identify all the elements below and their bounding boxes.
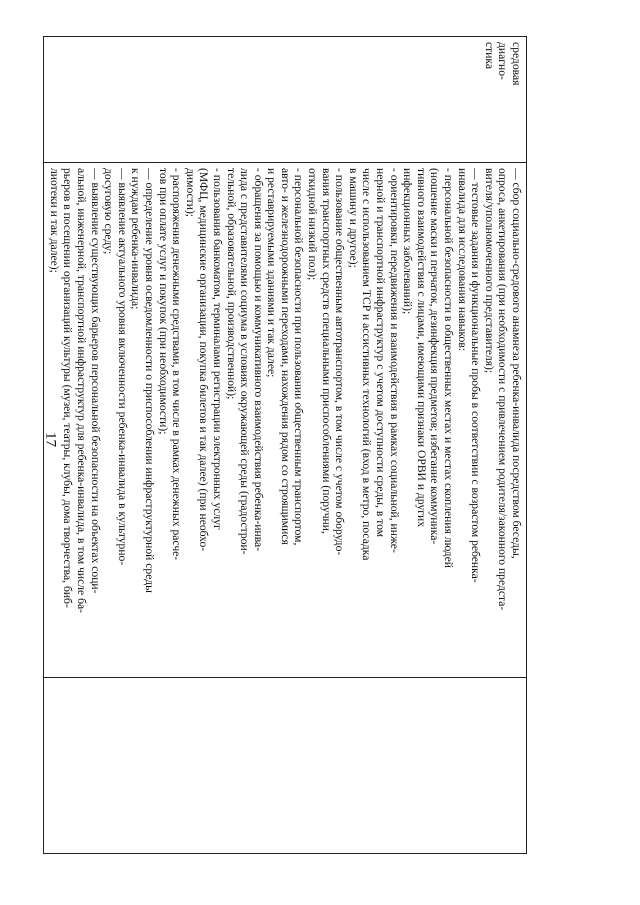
content-line: димости);: [183, 168, 197, 218]
content-lines: [47, 168, 523, 672]
content-line: — выявление существующих барьеров персональной безопасности на объектах соци-: [88, 168, 102, 594]
row-label: средовая диагно-стика: [482, 42, 523, 86]
content-line: (МФЦ, медицинские организации, покупка билетов и так далее) (при необхо-: [197, 168, 211, 552]
content-line: — сбор социально-средового анамнеза ребенка-инвалида посредством беседы,: [510, 168, 523, 559]
content-line: к нуждам ребенка-инвалида;: [129, 168, 143, 310]
content-line: лиотеки и так далее);: [47, 168, 61, 273]
content-line: — выявление актуального уровня включенности ребенка-инвалида в культурно-: [115, 168, 129, 566]
content-table: [43, 36, 527, 854]
content-line: - пользование общественным автотранспортом, в том числе с учетом оборудо-: [333, 168, 347, 556]
page-number: 17: [42, 432, 59, 447]
content-cell: [44, 163, 527, 678]
content-line: - персональной безопасности при пользовании общественным транспортом,: [292, 168, 306, 546]
content-line: в машину и другое);: [346, 168, 360, 268]
content-line: авто- и железнодорожными переходами, нахождения рядом со строящимися: [278, 168, 292, 545]
content-line: — тестовые задания и функциональные пробы в соответствии с возрастом ребенка-: [469, 168, 483, 583]
content-line: откидной низкий пол);: [306, 168, 320, 281]
content-line: (ношение маски и перчаток, дезинфекция предметов; избегание коммуника-: [428, 168, 442, 545]
content-line: рьеров в посещении организаций культуры (музеи, театры, клубы, дома творчества, биб-: [61, 168, 75, 608]
content-line: вания транспортных средств специальными приспособлениями (поручни,: [319, 168, 333, 534]
content-line: инвалида для исследования навыков:: [455, 168, 469, 352]
empty-cell: [44, 678, 527, 854]
content-line: тов при оплате услуг и покупок (при необходимости);: [156, 168, 170, 435]
content-line: нерной и транспортной инфраструктур с учетом доступности среды, в том: [374, 168, 388, 538]
content-line: лида с представителями социума в условиях окружающей среды (градострои-: [238, 168, 252, 555]
row-label-cell: [44, 37, 527, 163]
content-line: - распоряжения денежными средствами, в том числе в рамках денежных расче-: [170, 168, 184, 561]
content-line: - обращения за помощью и коммуникативного взаимодействия ребенка-инва-: [251, 168, 265, 552]
content-line: инфекционных заболеваний);: [401, 168, 415, 315]
content-line: опроса, анкетирования (при необходимости с привлечением родителя/законного предста-: [496, 168, 510, 611]
content-line: - пользования банкоматом, терминалами регистрации электронных услуг: [210, 168, 224, 530]
content-line: — определение уровня осведомленности о приспособлении инфраструктурной среды: [142, 168, 156, 593]
content-line: тельной, образовательной, производственной);: [224, 168, 238, 400]
content-line: альной, инженерной, транспортной инфраструктур для ребенка-инвалида, в том числе ба-: [75, 168, 88, 613]
content-line: - персональной безопасности в общественных местах и местах скопления людей: [442, 168, 456, 568]
content-line: и реставрируемыми зданиями и так далее;: [265, 168, 279, 378]
table-row: [44, 37, 527, 854]
content-line: досуговую среду;: [102, 168, 116, 255]
content-line: вителя/уполномоченного представителя);: [482, 168, 496, 374]
content-line: - ориентировки, передвижения и взаимодействия в рамках социальной, инже-: [387, 168, 401, 553]
content-line: тивного взаимодействия с лицами, имеющими признаки ОРВИ и других: [414, 168, 428, 528]
content-line: числе с использованием ТСР и ассистивных технологий (вход в метро, посадка: [360, 168, 374, 561]
